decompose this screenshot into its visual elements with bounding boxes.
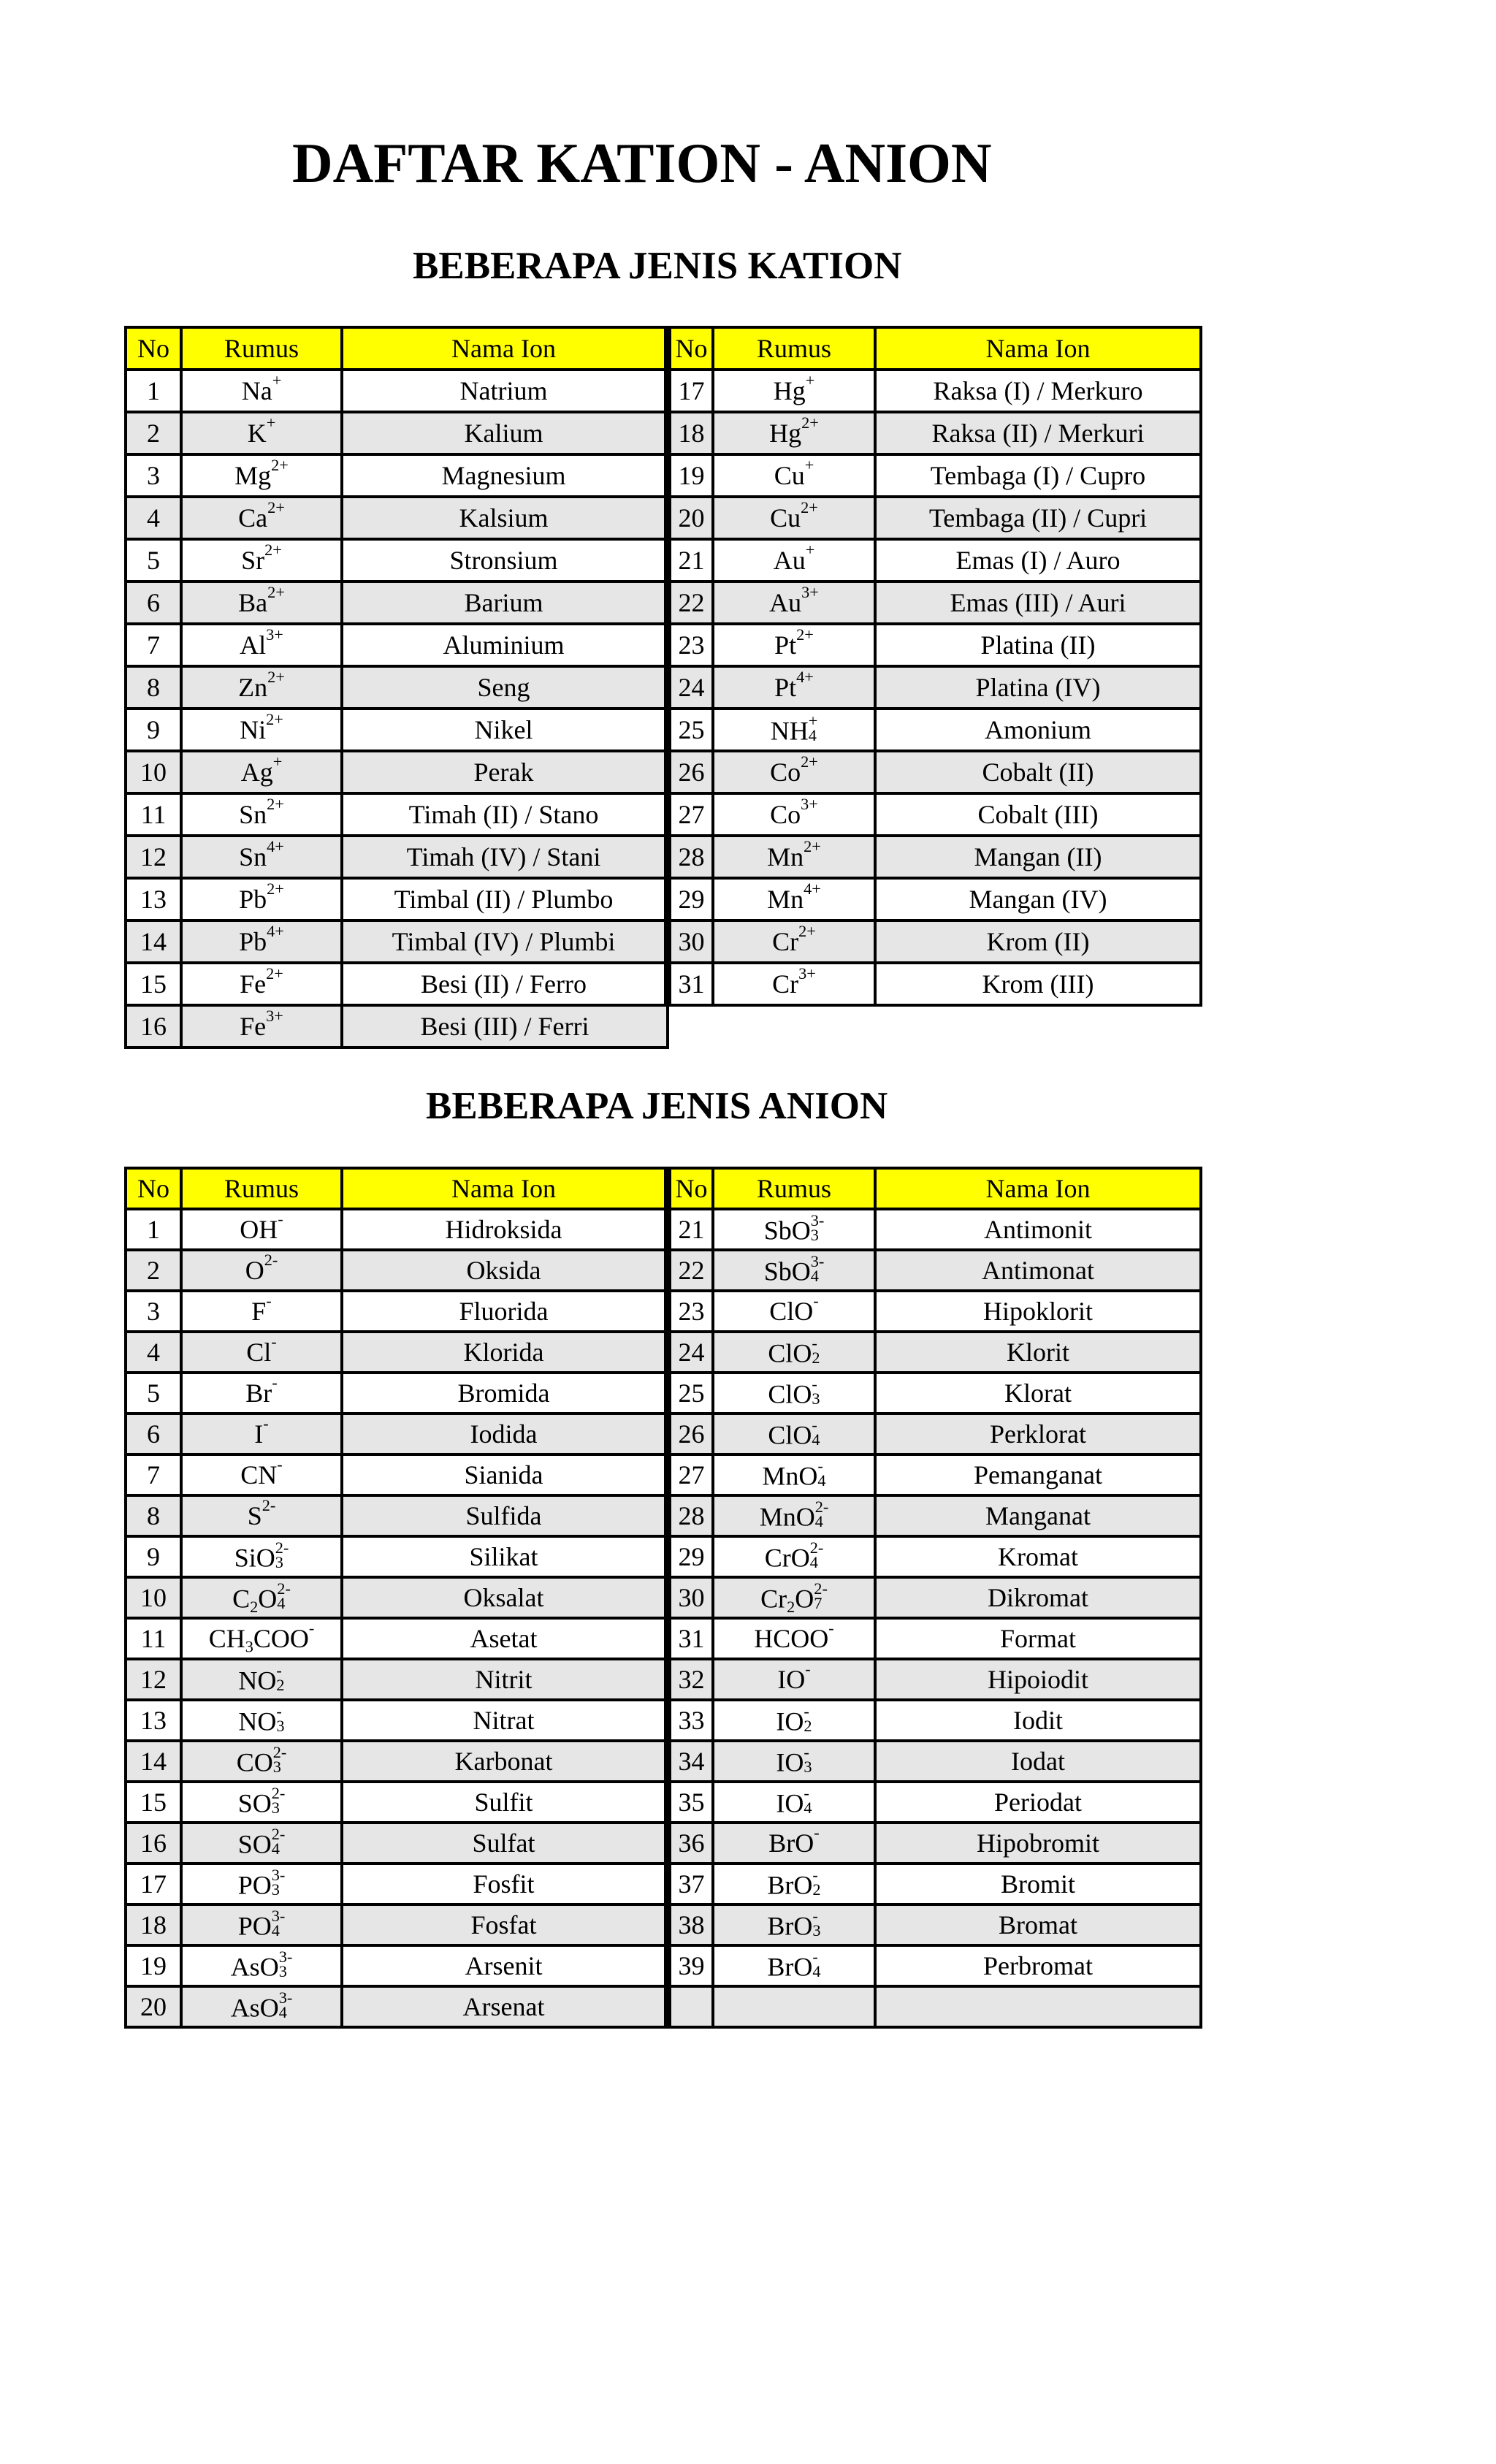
row-no: 3 [126,454,181,497]
table-row [126,1700,1201,1741]
row-no: 9 [126,1536,181,1577]
row-ion-name: Arsenit [342,1945,668,1986]
row-no: 30 [668,1577,713,1618]
row-formula: $S^{2-}$ [181,1495,342,1536]
row-formula: PO 3- 4 [181,1904,342,1945]
row-no: 6 [126,1414,181,1454]
anion-table [124,1167,1202,2029]
row-formula: OH- [181,1209,342,1250]
row-ion-name: Sulfat [342,1823,668,1864]
table-row [126,497,1201,539]
row-no: 35 [668,1782,713,1823]
row-no: 7 [126,1454,181,1495]
table-row [126,1618,1201,1659]
row-formula: $Ba^{2+}$ [181,581,342,624]
row-ion-name: Natrium [342,370,668,412]
table-row [126,920,1201,963]
table-row [126,539,1201,581]
row-formula: SO 2- 4 [181,1823,342,1864]
row-formula: $Zn^{2+}$ [181,666,342,709]
row-formula: ClO - 2 [713,1332,875,1373]
row-no: 31 [668,963,713,1005]
row-formula: $Cr_2O$ 2- 7 [713,1577,875,1618]
row-formula: $Pb^{4+}$ [181,920,342,963]
row-ion-name: Silikat [342,1536,668,1577]
kation-table [124,326,1202,1049]
row-no: 15 [126,1782,181,1823]
row-ion-name: Manganat [875,1495,1201,1536]
row-no: 12 [126,836,181,878]
row-ion-name: Krom (II) [875,920,1201,963]
row-ion-name: Antimonat [875,1250,1201,1291]
row-formula: $Ca^{2+}$ [181,497,342,539]
row-no: 2 [126,412,181,454]
row-formula: Na+ [181,370,342,412]
row-no: 3 [126,1291,181,1332]
row-formula: IO - 3 [713,1741,875,1782]
row-no: 14 [126,920,181,963]
row-formula: CO 2- 3 [181,1741,342,1782]
row-ion-name: Bromat [875,1904,1201,1945]
row-formula: ClO - 4 [713,1414,875,1454]
row-ion-name: Iodit [875,1700,1201,1741]
row-no: 14 [126,1741,181,1782]
row-ion-name: Amonium [875,709,1201,751]
table-row [126,1536,1201,1577]
row-ion-name: Magnesium [342,454,668,497]
row-formula: $Mg^{2+}$ [181,454,342,497]
anion-section-title: BEBERAPA JENIS ANION [426,1085,888,1127]
row-no: 29 [668,1536,713,1577]
table-row [126,709,1201,751]
row-ion-name: Hipobromit [875,1823,1201,1864]
row-ion-name: Klorat [875,1373,1201,1414]
row-ion-name: Perklorat [875,1414,1201,1454]
row-ion-name: Nitrit [342,1659,668,1700]
row-formula: $Pb^{2+}$ [181,878,342,920]
row-ion-name: Perak [342,751,668,793]
row-ion-name: Besi (III) / Ferri [342,1005,668,1048]
row-no: 16 [126,1823,181,1864]
row-ion-name: Platina (II) [875,624,1201,666]
row-ion-name: Sulfit [342,1782,668,1823]
anion-header-row [126,1168,1201,1209]
table-row [126,1373,1201,1414]
row-no: 18 [126,1904,181,1945]
row-formula: CrO 2- 4 [713,1536,875,1577]
row-no: 13 [126,878,181,920]
row-no: 28 [668,836,713,878]
row-ion-name: Emas (I) / Auro [875,539,1201,581]
row-formula: SO 2- 3 [181,1782,342,1823]
row-no: 20 [126,1986,181,2027]
row-no: 26 [668,1414,713,1454]
row-ion-name: Perbromat [875,1945,1201,1986]
row-formula: $CH_3COO^-$ [181,1618,342,1659]
row-no: 24 [668,1332,713,1373]
row-ion-name: Timbal (IV) / Plumbi [342,920,668,963]
table-row [126,963,1201,1005]
row-formula: BrO- [713,1823,875,1864]
row-no: 25 [668,709,713,751]
row-formula: NO - 2 [181,1659,342,1700]
row-formula: MnO 2- 4 [713,1495,875,1536]
row-no: 39 [668,1945,713,1986]
header-rumus: Rumus [181,327,342,370]
row-ion-name: Timbal (II) / Plumbo [342,878,668,920]
row-ion-name: Mangan (II) [875,836,1201,878]
row-ion-name: Emas (III) / Auri [875,581,1201,624]
row-formula: BrO - 3 [713,1904,875,1945]
row-no: 23 [668,624,713,666]
row-no: 24 [668,666,713,709]
table-row [126,1414,1201,1454]
row-ion-name: Fosfat [342,1904,668,1945]
table-row [126,1332,1201,1373]
row-formula: $C_2O$ 2- 4 [181,1577,342,1618]
row-formula: SbO 3- 4 [713,1250,875,1291]
row-formula: $Al^{3+}$ [181,624,342,666]
row-no: 31 [668,1618,713,1659]
row-no: 27 [668,1454,713,1495]
table-row [126,836,1201,878]
row-no: 9 [126,709,181,751]
row-formula: F- [181,1291,342,1332]
row-ion-name: Periodat [875,1782,1201,1823]
row-formula: $Pt^{2+}$ [713,624,875,666]
row-no: 20 [668,497,713,539]
row-formula: Ag+ [181,751,342,793]
row-ion-name: Kromat [875,1536,1201,1577]
row-ion-name: Bromit [875,1864,1201,1904]
row-formula: $Fe^{3+}$ [181,1005,342,1048]
row-ion-name [875,1986,1201,2027]
row-ion-name: Platina (IV) [875,666,1201,709]
row-ion-name: Hidroksida [342,1209,668,1250]
kation-header-row [126,327,1201,370]
row-formula: NH + 4 [713,709,875,751]
row-no [668,1986,713,2027]
row-no: 28 [668,1495,713,1536]
row-no: 22 [668,1250,713,1291]
header-no: No [668,327,713,370]
row-ion-name: Antimonit [875,1209,1201,1250]
row-no: 12 [126,1659,181,1700]
row-formula: CN- [181,1454,342,1495]
row-no: 8 [126,666,181,709]
row-formula: $Sn^{4+}$ [181,836,342,878]
row-ion-name: Hipoiodit [875,1659,1201,1700]
row-formula: $Mn^{4+}$ [713,878,875,920]
table-row [126,1659,1201,1700]
row-ion-name: Stronsium [342,539,668,581]
row-no: 26 [668,751,713,793]
header-nama-ion: Nama Ion [342,327,668,370]
row-formula: $Ni^{2+}$ [181,709,342,751]
row-no: 19 [126,1945,181,1986]
header-no: No [126,1168,181,1209]
row-ion-name: Cobalt (II) [875,751,1201,793]
row-no: 17 [668,370,713,412]
table-row [126,1495,1201,1536]
row-formula: $Cu^{2+}$ [713,497,875,539]
row-formula: Cl- [181,1332,342,1373]
row-formula: AsO 3- 4 [181,1986,342,2027]
row-formula: $Cr^{2+}$ [713,920,875,963]
row-no: 15 [126,963,181,1005]
row-formula [713,1986,875,2027]
row-formula: SiO 2- 3 [181,1536,342,1577]
table-row [126,454,1201,497]
row-formula: BrO - 2 [713,1864,875,1904]
row-formula: PO 3- 3 [181,1864,342,1904]
table-row [126,878,1201,920]
row-ion-name: Fluorida [342,1291,668,1332]
row-ion-name: Pemanganat [875,1454,1201,1495]
row-no: 4 [126,1332,181,1373]
row-no: 36 [668,1823,713,1864]
row-no: 37 [668,1864,713,1904]
table-row [126,666,1201,709]
row-ion-name: Fosfit [342,1864,668,1904]
row-ion-name: Timah (II) / Stano [342,793,668,836]
row-ion-name: Asetat [342,1618,668,1659]
table-row [126,1209,1201,1250]
row-formula: IO - 4 [713,1782,875,1823]
row-formula: $Cr^{3+}$ [713,963,875,1005]
row-no: 10 [126,1577,181,1618]
row-formula: Au+ [713,539,875,581]
row-ion-name: Tembaga (I) / Cupro [875,454,1201,497]
row-no: 30 [668,920,713,963]
row-ion-name: Oksalat [342,1577,668,1618]
row-no: 27 [668,793,713,836]
row-formula: IO- [713,1659,875,1700]
row-no: 7 [126,624,181,666]
table-row [126,1945,1201,1986]
row-ion-name: Cobalt (III) [875,793,1201,836]
row-ion-name: Nitrat [342,1700,668,1741]
row-formula: Br- [181,1373,342,1414]
row-formula: IO - 2 [713,1700,875,1741]
row-no: 23 [668,1291,713,1332]
row-formula: I- [181,1414,342,1454]
table-row [126,1291,1201,1332]
row-formula: $Co^{2+}$ [713,751,875,793]
header-nama-ion: Nama Ion [875,327,1201,370]
row-formula: $Mn^{2+}$ [713,836,875,878]
row-formula: $Pt^{4+}$ [713,666,875,709]
row-ion-name: Besi (II) / Ferro [342,963,668,1005]
row-no: 13 [126,1700,181,1741]
row-ion-name: Sianida [342,1454,668,1495]
row-ion-name: Format [875,1618,1201,1659]
table-row [126,1864,1201,1904]
table-row [126,1005,1201,1048]
row-ion-name: Raksa (II) / Merkuri [875,412,1201,454]
table-row [126,1823,1201,1864]
row-ion-name: Kalsium [342,497,668,539]
row-formula: ClO- [713,1291,875,1332]
row-ion-name: Karbonat [342,1741,668,1782]
table-row [126,581,1201,624]
table-row [126,1577,1201,1618]
row-formula: $Sr^{2+}$ [181,539,342,581]
table-row [126,1250,1201,1291]
row-ion-name: Arsenat [342,1986,668,2027]
row-ion-name: Aluminium [342,624,668,666]
row-formula: HCOO- [713,1618,875,1659]
table-row [126,1454,1201,1495]
row-formula: Cu+ [713,454,875,497]
table-row [126,1782,1201,1823]
row-no: 32 [668,1659,713,1700]
row-ion-name: Oksida [342,1250,668,1291]
row-no: 1 [126,370,181,412]
row-formula: K+ [181,412,342,454]
row-no: 6 [126,581,181,624]
header-no: No [668,1168,713,1209]
row-no: 2 [126,1250,181,1291]
row-no: 4 [126,497,181,539]
header-nama-ion: Nama Ion [875,1168,1201,1209]
row-no: 34 [668,1741,713,1782]
row-formula: BrO - 4 [713,1945,875,1986]
row-ion-name: Mangan (IV) [875,878,1201,920]
row-formula: $Co^{3+}$ [713,793,875,836]
row-ion-name: Iodida [342,1414,668,1454]
row-ion-name: Kalium [342,412,668,454]
row-no: 21 [668,1209,713,1250]
row-ion-name: Krom (III) [875,963,1201,1005]
row-ion-name: Timah (IV) / Stani [342,836,668,878]
row-no: 22 [668,581,713,624]
row-ion-name: Klorida [342,1332,668,1373]
row-no: 1 [126,1209,181,1250]
table-row [126,1986,1201,2027]
row-formula: $Fe^{2+}$ [181,963,342,1005]
row-no: 10 [126,751,181,793]
row-ion-name: Barium [342,581,668,624]
empty-cell [668,1005,1201,1048]
row-formula: Hg+ [713,370,875,412]
row-formula: NO - 3 [181,1700,342,1741]
row-formula: $Au^{3+}$ [713,581,875,624]
row-no: 38 [668,1904,713,1945]
header-no: No [126,327,181,370]
row-no: 5 [126,1373,181,1414]
row-ion-name: Seng [342,666,668,709]
table-row [126,412,1201,454]
row-ion-name: Nikel [342,709,668,751]
row-formula: $O^{2-}$ [181,1250,342,1291]
kation-section-title: BEBERAPA JENIS KATION [413,245,902,287]
row-ion-name: Hipoklorit [875,1291,1201,1332]
row-no: 17 [126,1864,181,1904]
row-ion-name: Dikromat [875,1577,1201,1618]
row-ion-name: Sulfida [342,1495,668,1536]
header-rumus: Rumus [713,1168,875,1209]
header-rumus: Rumus [713,327,875,370]
row-no: 33 [668,1700,713,1741]
table-row [126,1741,1201,1782]
table-row [126,793,1201,836]
row-formula: SbO 3- 3 [713,1209,875,1250]
header-nama-ion: Nama Ion [342,1168,668,1209]
row-formula: $Hg^{2+}$ [713,412,875,454]
row-no: 19 [668,454,713,497]
row-ion-name: Iodat [875,1741,1201,1782]
row-no: 11 [126,1618,181,1659]
page-title: DAFTAR KATION - ANION [292,131,992,194]
table-row [126,624,1201,666]
row-ion-name: Raksa (I) / Merkuro [875,370,1201,412]
row-ion-name: Tembaga (II) / Cupri [875,497,1201,539]
row-no: 11 [126,793,181,836]
row-formula: $Sn^{2+}$ [181,793,342,836]
header-rumus: Rumus [181,1168,342,1209]
row-no: 5 [126,539,181,581]
row-formula: ClO - 3 [713,1373,875,1414]
table-row [126,1904,1201,1945]
row-no: 16 [126,1005,181,1048]
table-row [126,370,1201,412]
row-no: 25 [668,1373,713,1414]
row-no: 21 [668,539,713,581]
row-no: 8 [126,1495,181,1536]
row-no: 29 [668,878,713,920]
row-no: 18 [668,412,713,454]
row-formula: AsO 3- 3 [181,1945,342,1986]
row-ion-name: Bromida [342,1373,668,1414]
table-row [126,751,1201,793]
row-formula: MnO - 4 [713,1454,875,1495]
row-ion-name: Klorit [875,1332,1201,1373]
